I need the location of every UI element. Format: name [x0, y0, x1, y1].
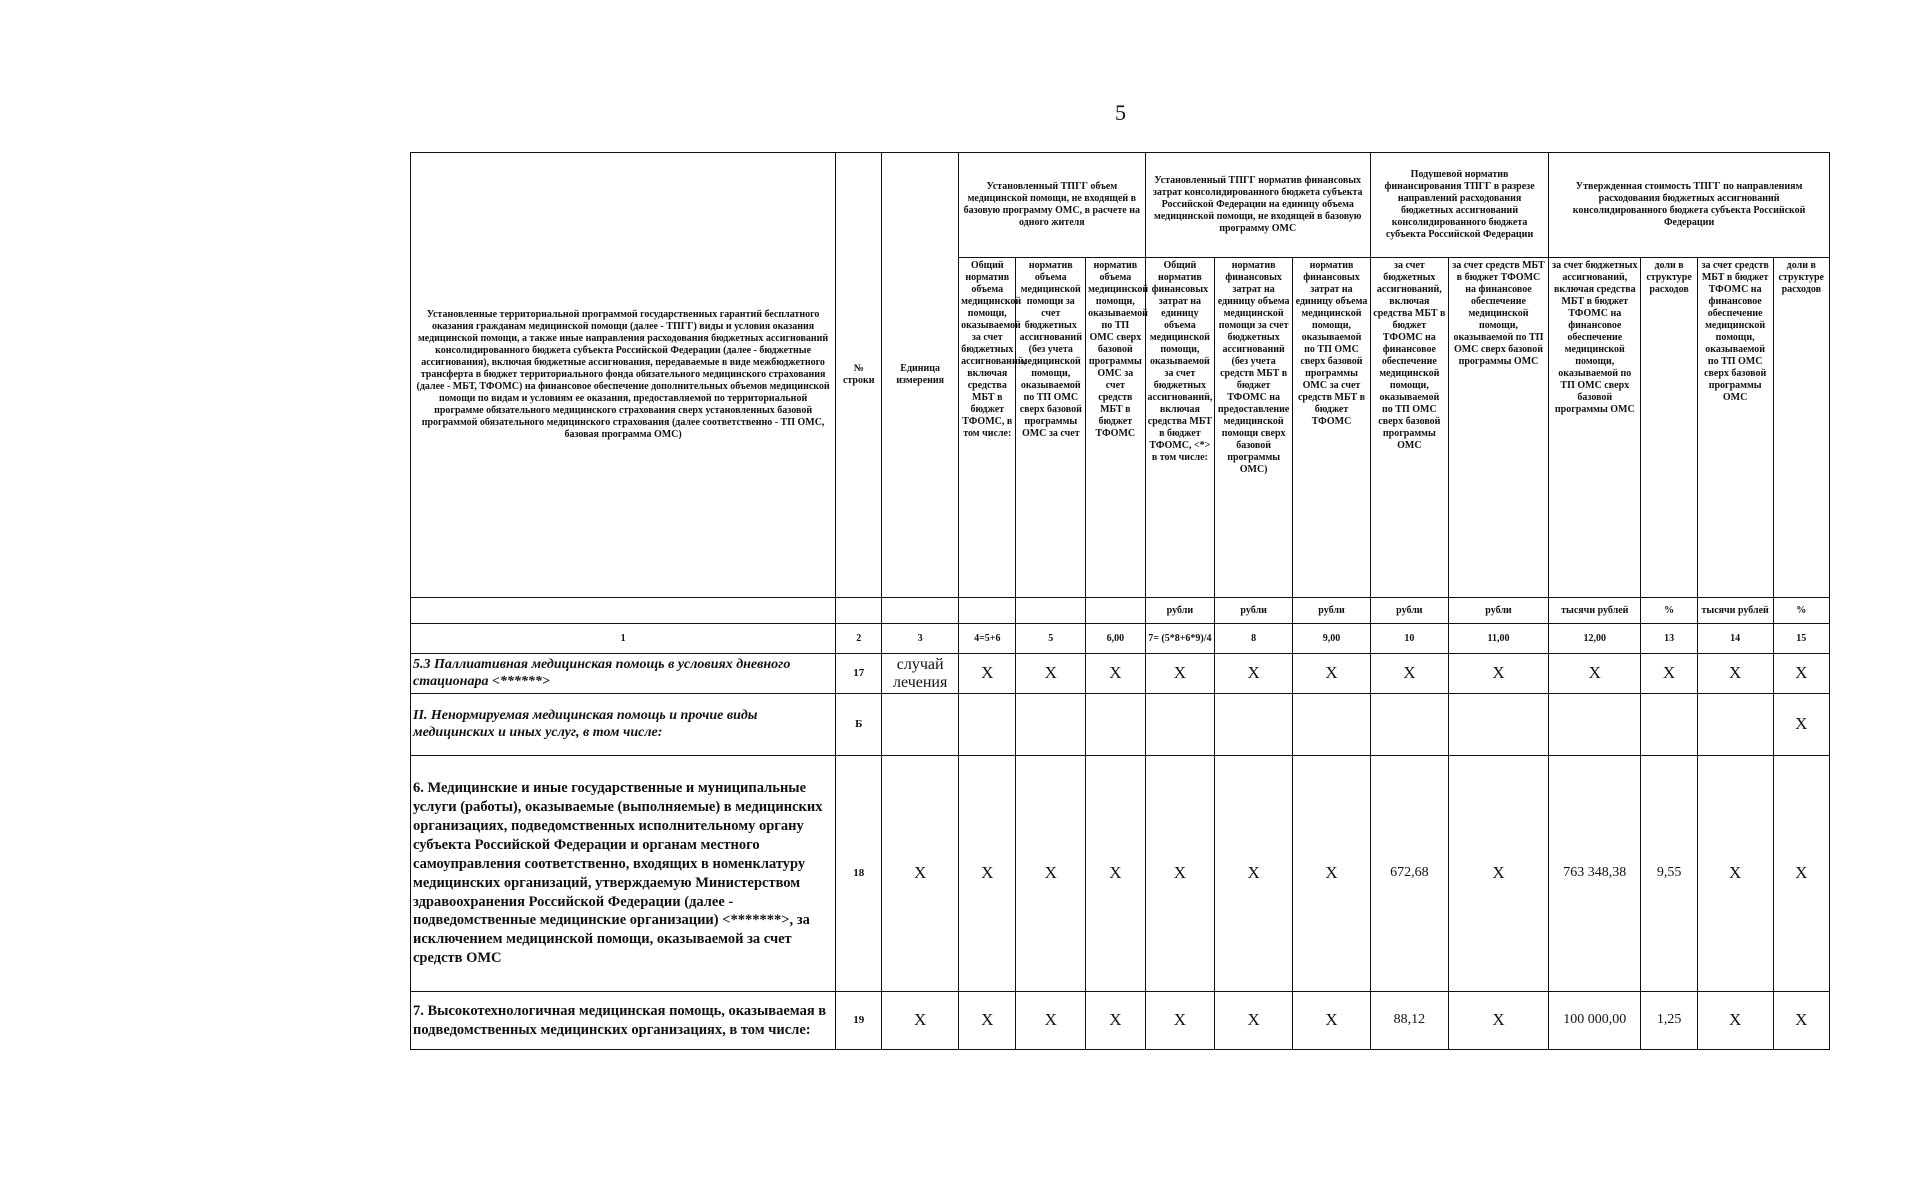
- units-cell: [1086, 598, 1145, 624]
- unit-label: рубли: [1448, 598, 1548, 624]
- header-group-cost-norm: Установленный ТПГГ норматив финансовых затрат консолидированного бюджета субъекта Российской Федерации на единицу объема медицинской помощи, не входящей в базовую программу ОМС: [1145, 153, 1370, 258]
- table-cell: X: [1697, 756, 1773, 992]
- row-line-no: 19: [836, 992, 882, 1050]
- subheader-col5: норматив объема медицинской помощи за счет бюджетных ассигнований (без учета медицинской помощи, оказываемой по ТП ОМС сверх базовой программы ОМС за счет: [1016, 258, 1086, 598]
- table-cell: X: [1016, 756, 1086, 992]
- table-cell: X: [1448, 756, 1548, 992]
- table-cell: X: [1086, 654, 1145, 694]
- column-number: 9,00: [1293, 624, 1371, 654]
- column-number: 11,00: [1448, 624, 1548, 654]
- table-cell: X: [1773, 756, 1829, 992]
- table-cell: X: [959, 992, 1016, 1050]
- table-cell: X: [1215, 992, 1293, 1050]
- table-cell: [1145, 694, 1215, 756]
- unit-label: рубли: [1215, 598, 1293, 624]
- subheader-col14: за счет средств МБТ в бюджет ТФОМС на финансовое обеспечение медицинской помощи, оказываемой по ТП ОМС сверх базовой программы ОМС: [1697, 258, 1773, 598]
- units-cell: [1016, 598, 1086, 624]
- table-cell: X: [1448, 992, 1548, 1050]
- table-cell: [1215, 694, 1293, 756]
- table-cell: 763 348,38: [1549, 756, 1641, 992]
- row-unit: X: [882, 756, 959, 992]
- column-number: 5: [1016, 624, 1086, 654]
- row-label: II. Ненормируемая медицинская помощь и прочие виды медицинских и иных услуг, в том числе:: [411, 694, 836, 756]
- table-cell: [1293, 694, 1371, 756]
- row-unit: [882, 694, 959, 756]
- column-number: 15: [1773, 624, 1829, 654]
- table-cell: X: [1370, 654, 1448, 694]
- table-cell: X: [1549, 654, 1641, 694]
- table-cell: X: [1448, 654, 1548, 694]
- subheader-col6: норматив объема медицинской помощи, оказываемой по ТП ОМС сверх базовой программы ОМС за счет средств МБТ в бюджет ТФОМС: [1086, 258, 1145, 598]
- row-label: 6. Медицинские и иные государственные и муниципальные услуги (работы), оказываемые (выполняемые) в медицинских организациях, подведомственных исполнительному органу субъекта Российской Федерации и органам местного самоуправления соответственно, входящих в номенклатуру медицинских организаций, утверждаемую Министерством здравоохранения Российской Федерации (далее - подведомственные медицинские организации) <*******>, за исключением медицинской помощи, оказываемой за счет средств ОМС: [411, 756, 836, 992]
- column-number: 6,00: [1086, 624, 1145, 654]
- table-cell: X: [1215, 654, 1293, 694]
- table-cell: X: [1086, 756, 1145, 992]
- column-number: 1: [411, 624, 836, 654]
- table-row: [411, 694, 1830, 756]
- units-cell: [411, 598, 836, 624]
- row-unit: X: [882, 992, 959, 1050]
- table-cell: 100 000,00: [1549, 992, 1641, 1050]
- header-group-volume: Установленный ТПГГ объем медицинской помощи, не входящей в базовую программу ОМС, в расчете на одного жителя: [959, 153, 1145, 258]
- table-cell: [1086, 694, 1145, 756]
- table-cell: X: [1293, 992, 1371, 1050]
- table-cell: X: [959, 756, 1016, 992]
- financing-table: [410, 152, 1830, 1050]
- column-number: 8: [1215, 624, 1293, 654]
- table-cell: [1549, 694, 1641, 756]
- column-number: 14: [1697, 624, 1773, 654]
- units-cell: [959, 598, 1016, 624]
- subheader-col12: за счет бюджетных ассигнований, включая средства МБТ в бюджет ТФОМС на финансовое обеспечение медицинской помощи, оказываемой по ТП ОМС сверх базовой программы ОМС: [1549, 258, 1641, 598]
- column-number: 2: [836, 624, 882, 654]
- table-cell: X: [1215, 756, 1293, 992]
- table-cell: [1016, 694, 1086, 756]
- table-cell: 672,68: [1370, 756, 1448, 992]
- table-cell: X: [1145, 654, 1215, 694]
- row-line-no: Б: [836, 694, 882, 756]
- table-cell: [1370, 694, 1448, 756]
- table-cell: X: [1145, 756, 1215, 992]
- column-number: 12,00: [1549, 624, 1641, 654]
- table-cell: X: [1016, 992, 1086, 1050]
- subheader-col7: Общий норматив финансовых затрат на единицу объема медицинской помощи, оказываемой за счет бюджетных ассигнований, включая средства МБТ в бюджет ТФОМС, <*> в том числе:: [1145, 258, 1215, 598]
- unit-label: %: [1641, 598, 1697, 624]
- row-label: 7. Высокотехнологичная медицинская помощь, оказываемая в подведомственных медицинских организациях, в том числе:: [411, 992, 836, 1050]
- table-cell: X: [1016, 654, 1086, 694]
- header-line-no: № строки: [836, 153, 882, 598]
- subheader-col9: норматив финансовых затрат на единицу объема медицинской помощи, оказываемой по ТП ОМС сверх базовой программы ОМС за счет средств МБТ в бюджет ТФОМС: [1293, 258, 1371, 598]
- table-cell: X: [959, 654, 1016, 694]
- table-cell: X: [1697, 654, 1773, 694]
- subheader-col4: Общий норматив объема медицинской помощи, оказываемой за счет бюджетных ассигнований, включая средства МБТ в бюджет ТФОМС, в том числе:: [959, 258, 1016, 598]
- row-line-no: 17: [836, 654, 882, 694]
- subheader-col13: доли в структуре расходов: [1641, 258, 1697, 598]
- subheader-col8: норматив финансовых затрат на единицу объема медицинской помощи за счет бюджетных ассигнований (без учета средств МБТ в бюджет ТФОМС на предоставление медицинской помощи сверх базовой программы ОМС): [1215, 258, 1293, 598]
- table-row: [411, 992, 1830, 1050]
- table-cell: X: [1697, 992, 1773, 1050]
- table-cell: X: [1145, 992, 1215, 1050]
- unit-label: рубли: [1145, 598, 1215, 624]
- unit-label: рубли: [1293, 598, 1371, 624]
- table-cell: [1641, 694, 1697, 756]
- table-cell: 88,12: [1370, 992, 1448, 1050]
- page-number: 5: [1115, 100, 1126, 125]
- column-number: 13: [1641, 624, 1697, 654]
- column-number: 7= (5*8+6*9)/4: [1145, 624, 1215, 654]
- unit-label: тысячи рублей: [1549, 598, 1641, 624]
- table-cell: X: [1641, 654, 1697, 694]
- column-number: 3: [882, 624, 959, 654]
- header-group-per-capita: Подушевой норматив финансирования ТПГГ в разрезе направлений расходования бюджетных ассигнований консолидированного бюджета субъекта Российской Федерации: [1370, 153, 1548, 258]
- header-description: Установленные территориальной программой государственных гарантий бесплатного оказания гражданам медицинской помощи (далее - ТПГГ) виды и условия оказания медицинской помощи, а также иные направления расходования бюджетных ассигнований консолидированного бюджета субъекта Российской Федерации (далее - бюджетные ассигнования), включая бюджетные ассигнования, передаваемые в виде межбюджетного трансферта в бюджет территориального фонда обязательного медицинского страхования (далее - МБТ, ТФОМС) на финансовое обеспечение дополнительных объемов медицинской помощи по видам и условиям ее оказания, предоставляемой по территориальной программе обязательного медицинского страхования сверх установленных базовой программой обязательного медицинского страхования (далее соответственно - ТП ОМС, базовая программа ОМС): [411, 153, 836, 598]
- table-cell: X: [1773, 992, 1829, 1050]
- column-number: 10: [1370, 624, 1448, 654]
- unit-label: тысячи рублей: [1697, 598, 1773, 624]
- table-cell: X: [1086, 992, 1145, 1050]
- table-cell: 1,25: [1641, 992, 1697, 1050]
- units-cell: [836, 598, 882, 624]
- table-cell: [1697, 694, 1773, 756]
- table-row: [411, 756, 1830, 992]
- table-cell: X: [1293, 654, 1371, 694]
- table-cell: X: [1293, 756, 1371, 992]
- table-row: [411, 654, 1830, 694]
- subheader-col11: за счет средств МБТ в бюджет ТФОМС на финансовое обеспечение медицинской помощи, оказываемой по ТП ОМС сверх базовой программы ОМС: [1448, 258, 1548, 598]
- table-cell: 9,55: [1641, 756, 1697, 992]
- subheader-col15: доли в структуре расходов: [1773, 258, 1829, 598]
- units-cell: [882, 598, 959, 624]
- row-label: 5.3 Паллиативная медицинская помощь в условиях дневного стационара <******>: [411, 654, 836, 694]
- header-unit: Единица измерения: [882, 153, 959, 598]
- table-cell: [1448, 694, 1548, 756]
- subheader-col10: за счет бюджетных ассигнований, включая средства МБТ в бюджет ТФОМС на финансовое обеспечение медицинской помощи, оказываемой по ТП ОМС сверх базовой программы ОМС: [1370, 258, 1448, 598]
- row-line-no: 18: [836, 756, 882, 992]
- table-cell: X: [1773, 694, 1829, 756]
- unit-label: рубли: [1370, 598, 1448, 624]
- header-group-approved-cost: Утвержденная стоимость ТПГГ по направлениям расходования бюджетных ассигнований консолидированного бюджета субъекта Российской Федерации: [1549, 153, 1830, 258]
- column-number: 4=5+6: [959, 624, 1016, 654]
- table-cell: X: [1773, 654, 1829, 694]
- row-unit: случай лечения: [882, 654, 959, 694]
- table-cell: [959, 694, 1016, 756]
- unit-label: %: [1773, 598, 1829, 624]
